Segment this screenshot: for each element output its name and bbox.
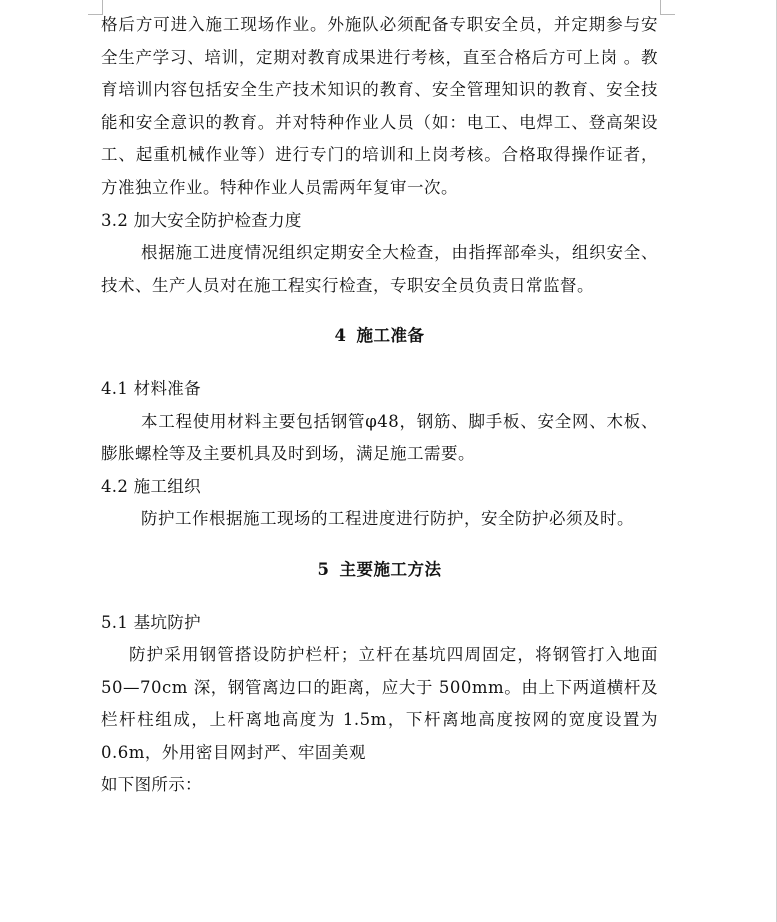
intro-paragraph: 格后方可进入施工现场作业。外施队必须配备专职安全员，并定期参与安全生产学习、培训，定期对教育成果进行考核，直至合格后方可上岗 。教育培训内容包括安全生产技术知识的教育、安全管理知识的教育、安全技能和安全意识的教育。并对特种作业人员（如：电工、电焊工、登高架设工、起重机械作业等）进行专门的培训和上岗考核。合格取得操作证者，方准独立作业。特种作业人员需两年复审一次。 <box>101 15 658 197</box>
document-body <box>101 9 658 802</box>
section-5-number: 5 <box>317 559 330 579</box>
section-4-1-body: 本工程使用材料主要包括钢管φ48，钢筋、脚手板、安全网、木板、膨胀螺栓等及主要机具及时到场，满足施工需要。 <box>101 411 658 464</box>
section-3-2-body: 根据施工进度情况组织定期安全大检查，由指挥部牵头，组织安全、技术、生产人员对在施工程实行检查，专职安全员负责日常监督。 <box>101 243 658 295</box>
section-4-2-title: 4.2 施工组织 <box>101 476 201 496</box>
figure-reference-note: 如下图所示： <box>101 775 202 795</box>
section-4-number: 4 <box>334 326 347 346</box>
section-5-1-body: 防护采用钢管搭设防护栏杆；立杆在基坑四周固定，将钢管打入地面 50—70cm 深，钢管离边口的距离，应大于 500mm。由上下两道横杆及栏杆柱组成，上杆离地高度为 1.5m，下杆离地高度按网的宽度设置为 0.6m，外用密目网封严、牢固美观 <box>101 645 658 762</box>
section-4-2-body: 防护工作根据施工现场的工程进度进行防护，安全防护必须及时。 <box>141 509 634 529</box>
section-5-title: 主要施工方法 <box>339 559 442 579</box>
section-4-title: 施工准备 <box>356 326 425 346</box>
section-4-1-title: 4.1 材料准备 <box>101 378 201 398</box>
section-5-1-title: 5.1 基坑防护 <box>101 612 201 632</box>
section-5-heading <box>101 554 658 587</box>
section-4-heading <box>101 320 658 353</box>
section-3-2-title: 3.2 加大安全防护检查力度 <box>101 210 302 230</box>
margin-corner-mark-right <box>660 0 675 15</box>
